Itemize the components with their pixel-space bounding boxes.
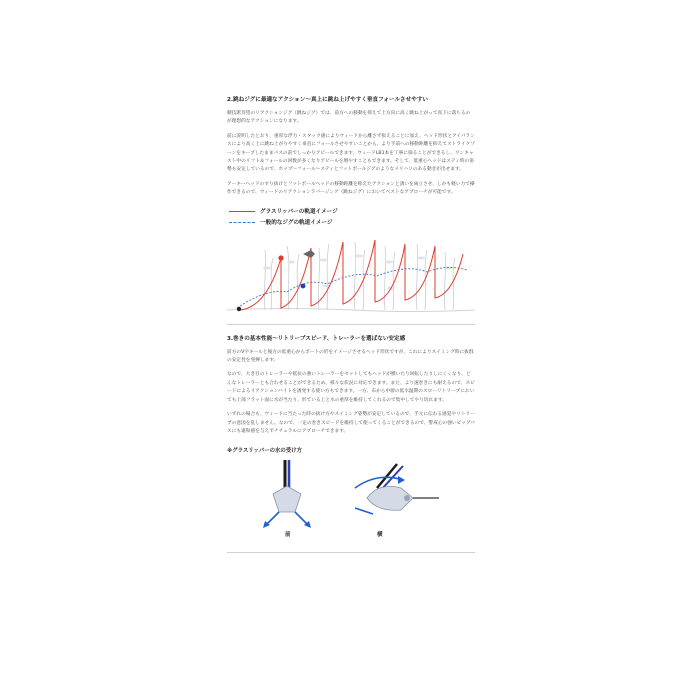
side-view-label: 横 bbox=[377, 532, 383, 539]
jig-start-icon bbox=[237, 306, 241, 310]
front-view-label: 前 bbox=[285, 532, 291, 539]
section2-paragraph: 前に説明したとおり、重厚な浮力・スタック感によりウィードから離さず抜えることに加え、ヘッド形状とアイバランスにより高く上に跳ね上がりやすく垂直にフォールさせやすいことから、より手前への移動距離を抑えてストライクゾーンをキープしたままパスの前でしっかりアピールできます。ウィードLB1本を丁寧に探ることができるし、ワンキャスト中のリフト＆フォールの回数が多くなりアピールを増やすこともできます。そして、低重心ヘッドはスティ時の姿勢も安定しているので、ホップ～フォール～スティとフットボールジグのようなメリハリのある動きが出せます。 bbox=[227, 133, 475, 173]
trajectory-legend bbox=[227, 206, 475, 228]
blue-dashed-line-icon bbox=[229, 222, 255, 223]
trajectory-illustration bbox=[227, 228, 475, 318]
water-flow-caption: ※グラスリッパーの水の受け方 bbox=[227, 448, 302, 455]
bass-fish-icon bbox=[303, 250, 315, 258]
section-divider bbox=[227, 324, 475, 325]
lake-bottom bbox=[227, 308, 475, 311]
section3-paragraph: 前方のV字キールと後方の低重心からボートの形をイメージさせるヘッド形状ですが、これによりスイミング時に抜群の安定性を発揮します。 bbox=[227, 349, 474, 364]
jig-red-icon bbox=[278, 255, 283, 260]
section3-paragraph: いずれの場合も、ウィードに当たった時の抜け方やスイミング姿勢が安定しているので、手元に伝わる感覚やリトリーブの意図を乱しません。なので、一定の巻きスピードを維持して使ってくることができるので、警戒心の強いビッグバスにも違和感を与えずナチュラルにアプローチできます。 bbox=[227, 412, 475, 434]
product-description bbox=[227, 96, 475, 553]
water-flow-figure bbox=[227, 458, 475, 540]
red-line-icon bbox=[229, 211, 255, 212]
legend-blue: 一般的なジグの軌道イメージ bbox=[227, 217, 475, 228]
section3-heading: 3.巻きの基本性能～リトリーブスピード、トレーラーを選ばない安定感 bbox=[227, 335, 406, 342]
section3-paragraph: なので、大き目のトレーラーや抵抗の強いトレーラーをセットしてもヘッドが横いたり回転したりしにくくなり、どんなトレーラーとも合わせることができるため、様々な状況に対応できます。また、より速巻きにも耐えるので、スピードによるリアクションバイトを誘発する使い方もできます。一方、布から中層の低水温期のスローリトリーブにおいても上部フラット面に水が当たり、形ている上と水の重厚を維持してくれるので集中してやり切れます。 bbox=[227, 372, 475, 403]
side-view bbox=[355, 464, 439, 514]
section2-paragraph: アーキーヘッドのすり抜けとフットボールヘッドの移動距離を抑えたアクションと誘いを両立させ、しかも軽い力で操作できるので、ウィードのリアクションラバージング（跳ねジグ）においてベストなアプローチが可能です。 bbox=[227, 181, 475, 196]
weed-leaves bbox=[263, 254, 453, 289]
section2-paragraph: 競技派待望のリアクションジグ（跳ねジグ）では、前方への移動を抑えて上方向に高く跳ね上がって真下に落ちるのが理想的なアクションになります。 bbox=[227, 111, 471, 125]
section2-heading: 2.跳ねジグに最適なアクション～真上に跳ね上げやすく垂直フォールさせやすい bbox=[227, 97, 429, 103]
legend-red: グラスリッパーの軌道イメージ bbox=[227, 206, 475, 217]
red-trajectory bbox=[241, 240, 463, 310]
front-view bbox=[263, 460, 311, 528]
section-divider-bottom bbox=[227, 552, 475, 553]
jig-blue-icon bbox=[301, 283, 306, 288]
water-flow-illustration bbox=[227, 458, 475, 530]
